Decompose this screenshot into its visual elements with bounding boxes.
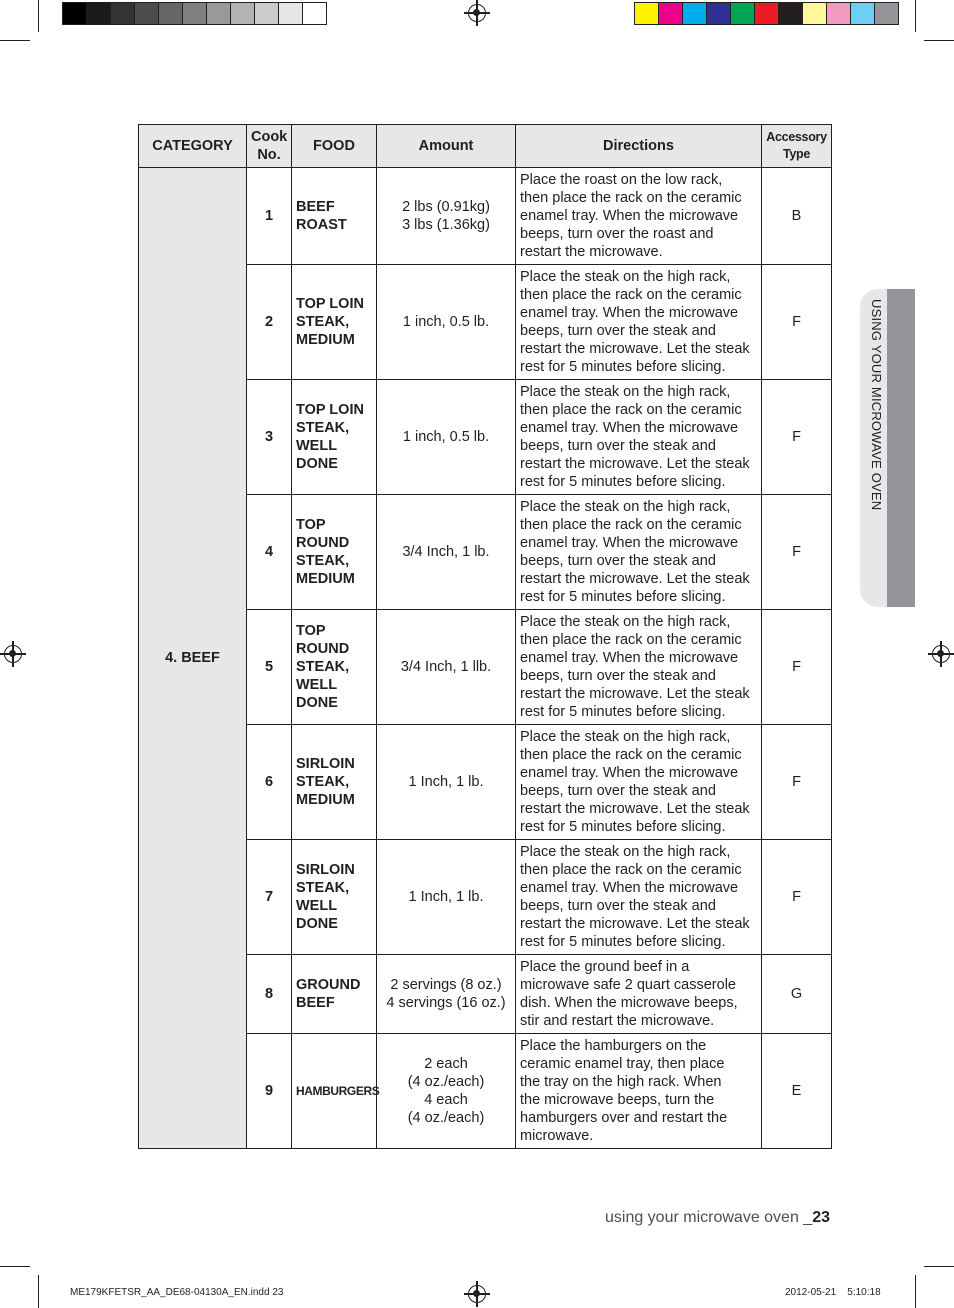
beef-cooking-guide-table	[138, 124, 832, 1149]
amount-cell: 1 inch, 0.5 lb.	[377, 380, 516, 495]
crop-mark	[38, 1275, 39, 1308]
color-swatch	[875, 3, 898, 24]
color-swatch	[635, 3, 659, 24]
directions-cell: Place the steak on the high rack, then place the rack on the ceramic enamel tray. When the microwave beeps, turn over the steak and restart the microwave. Let the steak rest for 5 minutes before slicing.	[516, 265, 762, 380]
amount-cell: 3/4 Inch, 1 lb.	[377, 495, 516, 610]
directions-cell: Place the hamburgers on the ceramic enamel tray, then place the tray on the high rack. When the microwave beeps, turn the hamburgers over and restart the microwave.	[516, 1034, 762, 1149]
accessory-type-cell: B	[762, 168, 832, 265]
crop-mark	[915, 0, 916, 32]
color-swatch	[255, 3, 279, 24]
page-footer	[605, 1209, 830, 1227]
accessory-type-cell: F	[762, 610, 832, 725]
slug-file-info: ME179KFETSR_AA_DE68-04130A_EN.indd 23	[70, 1287, 284, 1298]
amount-cell: 1 Inch, 1 lb.	[377, 840, 516, 955]
color-swatch	[279, 3, 303, 24]
accessory-type-cell: F	[762, 380, 832, 495]
amount-cell: 2 each (4 oz./each) 4 each (4 oz./each)	[377, 1034, 516, 1149]
food-cell: GROUND BEEF	[292, 955, 377, 1034]
food-cell: SIRLOIN STEAK, WELL DONE	[292, 840, 377, 955]
registration-mark-icon	[932, 645, 950, 663]
header-category: CATEGORY	[139, 125, 247, 168]
directions-cell: Place the roast on the low rack, then place the rack on the ceramic enamel tray. When the microwave beeps, turn over the roast and restart the microwave.	[516, 168, 762, 265]
accessory-type-cell: F	[762, 265, 832, 380]
color-swatch	[707, 3, 731, 24]
header-food: FOOD	[292, 125, 377, 168]
food-cell: TOP LOIN STEAK, MEDIUM	[292, 265, 377, 380]
amount-cell: 3/4 Inch, 1 llb.	[377, 610, 516, 725]
food-cell: SIRLOIN STEAK, MEDIUM	[292, 725, 377, 840]
food-cell: TOP LOIN STEAK, WELL DONE	[292, 380, 377, 495]
amount-cell: 2 lbs (0.91kg) 3 lbs (1.36kg)	[377, 168, 516, 265]
cook-number-cell: 9	[247, 1034, 292, 1149]
food-cell: TOP ROUND STEAK, MEDIUM	[292, 495, 377, 610]
table-header-row	[139, 125, 832, 168]
footer-text: using your microwave oven _	[604, 1209, 813, 1226]
registration-mark-icon	[468, 1285, 486, 1303]
food-cell: BEEF ROAST	[292, 168, 377, 265]
cook-number-cell: 4	[247, 495, 292, 610]
directions-cell: Place the steak on the high rack, then place the rack on the ceramic enamel tray. When the microwave beeps, turn over the steak and restart the microwave. Let the steak rest for 5 minutes before slicing.	[516, 725, 762, 840]
color-swatch	[803, 3, 827, 24]
cook-number-cell: 6	[247, 725, 292, 840]
directions-cell: Place the steak on the high rack, then place the rack on the ceramic enamel tray. When the microwave beeps, turn over the steak and restart the microwave. Let the steak rest for 5 minutes before slicing.	[516, 840, 762, 955]
crop-mark	[0, 40, 30, 41]
color-swatch	[755, 3, 779, 24]
cook-number-cell: 3	[247, 380, 292, 495]
header-cook-no: Cook No.	[247, 125, 292, 168]
color-swatch	[111, 3, 135, 24]
color-swatch	[207, 3, 231, 24]
color-swatch	[827, 3, 851, 24]
amount-cell: 1 Inch, 1 lb.	[377, 725, 516, 840]
food-cell: HAMBURGERS	[292, 1034, 377, 1149]
accessory-type-cell: G	[762, 955, 832, 1034]
cook-number-cell: 8	[247, 955, 292, 1034]
crop-mark	[915, 1275, 916, 1308]
category-cell: 4. BEEF	[139, 168, 247, 1149]
crop-mark	[924, 1266, 954, 1267]
accessory-type-cell: F	[762, 840, 832, 955]
directions-cell: Place the steak on the high rack, then place the rack on the ceramic enamel tray. When the microwave beeps, turn over the steak and restart the microwave. Let the steak rest for 5 minutes before slicing.	[516, 380, 762, 495]
amount-cell: 2 servings (8 oz.) 4 servings (16 oz.)	[377, 955, 516, 1034]
registration-mark-icon	[468, 4, 486, 22]
color-swatch	[63, 3, 87, 24]
cook-number-cell: 7	[247, 840, 292, 955]
header-accessory-type: Accessory Type	[762, 125, 832, 168]
section-side-tab	[860, 289, 915, 607]
color-swatch	[303, 3, 326, 24]
cook-number-cell: 1	[247, 168, 292, 265]
color-swatch	[159, 3, 183, 24]
process-color-bar	[634, 2, 899, 25]
header-directions: Directions	[516, 125, 762, 168]
directions-cell: Place the steak on the high rack, then place the rack on the ceramic enamel tray. When the microwave beeps, turn over the steak and restart the microwave. Let the steak rest for 5 minutes before slicing.	[516, 495, 762, 610]
color-swatch	[731, 3, 755, 24]
color-swatch	[135, 3, 159, 24]
crop-mark	[38, 0, 39, 32]
table-row	[139, 168, 832, 265]
directions-cell: Place the steak on the high rack, then place the rack on the ceramic enamel tray. When the microwave beeps, turn over the steak and restart the microwave. Let the steak rest for 5 minutes before slicing.	[516, 610, 762, 725]
color-swatch	[659, 3, 683, 24]
side-tab-accent	[887, 289, 915, 607]
accessory-type-cell: E	[762, 1034, 832, 1149]
color-swatch	[183, 3, 207, 24]
color-swatch	[779, 3, 803, 24]
color-swatch	[87, 3, 111, 24]
header-amount: Amount	[377, 125, 516, 168]
amount-cell: 1 inch, 0.5 lb.	[377, 265, 516, 380]
crop-mark	[0, 1266, 30, 1267]
page-number: 23	[812, 1209, 830, 1226]
registration-mark-icon	[4, 645, 22, 663]
food-cell: TOP ROUND STEAK, WELL DONE	[292, 610, 377, 725]
slug-date-info: 2012-05-21 5:10:18	[785, 1287, 881, 1298]
side-tab-label: USING YOUR MICROWAVE OVEN	[869, 299, 884, 511]
accessory-type-cell: F	[762, 725, 832, 840]
directions-cell: Place the ground beef in a microwave safe 2 quart casserole dish. When the microwave beeps, stir and restart the microwave.	[516, 955, 762, 1034]
crop-mark	[924, 40, 954, 41]
color-swatch	[231, 3, 255, 24]
cook-number-cell: 2	[247, 265, 292, 380]
color-swatch	[851, 3, 875, 24]
accessory-type-cell: F	[762, 495, 832, 610]
cook-number-cell: 5	[247, 610, 292, 725]
color-swatch	[683, 3, 707, 24]
grayscale-color-bar	[62, 2, 327, 25]
